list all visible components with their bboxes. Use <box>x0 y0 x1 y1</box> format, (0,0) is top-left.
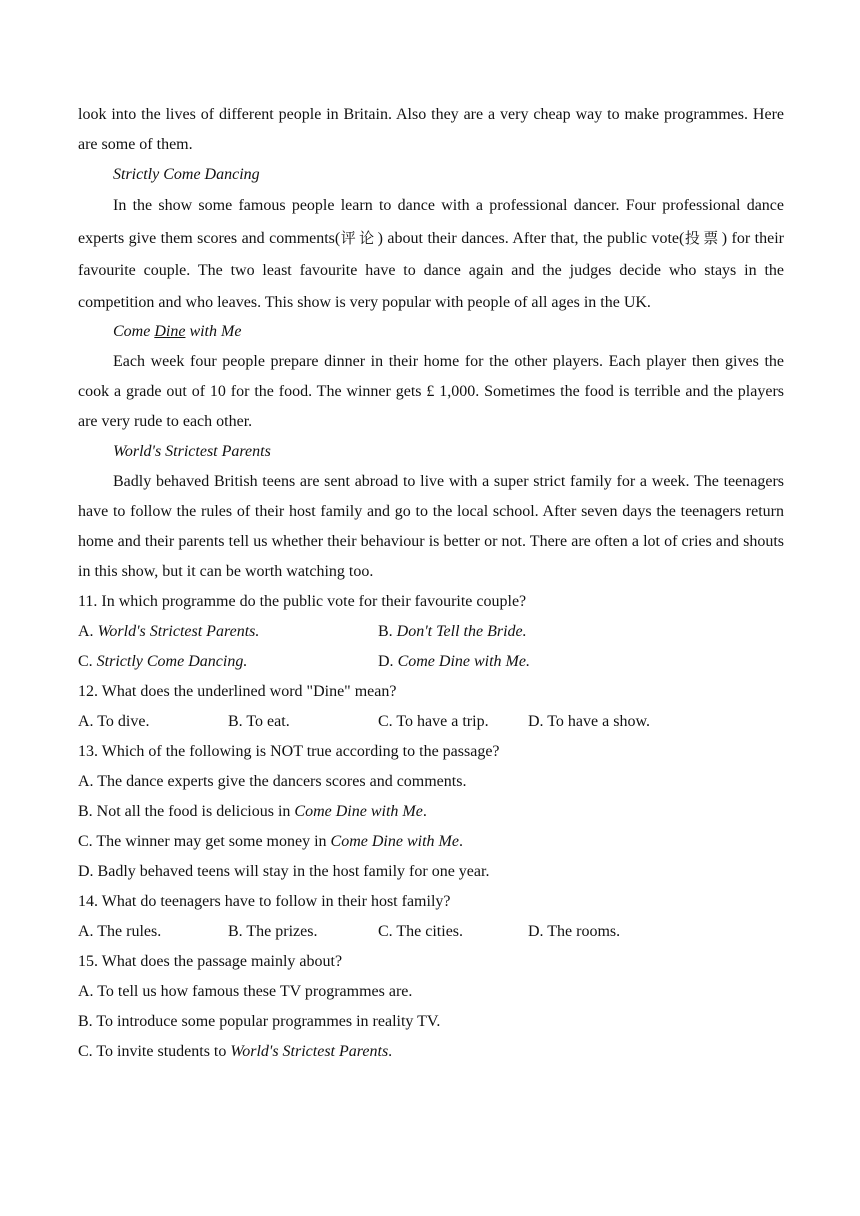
option-13-a: A. The dance experts give the dancers scores and comments. <box>78 773 467 790</box>
question-14-stem: 14. What do teenagers have to follow in their host family? <box>78 893 451 910</box>
show-title-worlds-strictest-parents <box>78 437 784 467</box>
show1-text-c: ) for their favourite couple. The two least favourite have to dance again and the judges decide who stays in the competition and who leaves. This show is very popular with people of all ages in the UK. <box>78 230 784 311</box>
option-punct: . <box>458 833 463 850</box>
option-text: Don't Tell the Bride. <box>396 623 527 640</box>
show-title-text: Strictly Come Dancing <box>113 166 260 183</box>
option-11-c <box>78 647 378 677</box>
option-text: World's Strictest Parents. <box>97 623 260 640</box>
option-italic-title: Come Dine with Me <box>330 833 459 850</box>
show2-title-pre: Come <box>113 323 155 340</box>
question-15-stem: 15. What does the passage mainly about? <box>78 953 343 970</box>
option-15-c <box>78 1037 784 1067</box>
document-page <box>78 100 784 1067</box>
show2-title-post: with Me <box>185 323 242 340</box>
option-13-b <box>78 797 784 827</box>
option-text: B. Not all the food is delicious in <box>78 803 295 820</box>
option-13-d: D. Badly behaved teens will stay in the host family for one year. <box>78 863 490 880</box>
option-punct: . <box>422 803 427 820</box>
option-letter: C. <box>78 653 97 670</box>
question-11-options-row2 <box>78 647 784 677</box>
option-text: Strictly Come Dancing. <box>96 653 248 670</box>
show-title-strictly-come-dancing <box>78 160 784 190</box>
underlined-word-dine: Dine <box>154 323 186 340</box>
passage-intro: look into the lives of different people in Britain. Also they are a very cheap way to make programmes. Here are some of them. <box>78 106 784 153</box>
option-text: C. The winner may get some money in <box>78 833 331 850</box>
option-14-a: A. The rules. <box>78 923 162 940</box>
option-punct: . <box>388 1043 393 1060</box>
show-title-come-dine-with-me <box>78 317 784 347</box>
option-12-b: B. To eat. <box>228 713 290 730</box>
option-letter: D. <box>378 653 398 670</box>
option-text: C. To invite students to <box>78 1043 231 1060</box>
show2-paragraph: Each week four people prepare dinner in their home for the other players. Each player then gives the cook a grade out of 10 for the food. The winner gets £ 1,000. Sometimes the food is terrible and the players are very rude to each other. <box>78 353 784 430</box>
option-15-b: B. To introduce some popular programmes in reality TV. <box>78 1013 441 1030</box>
question-11-stem: 11. In which programme do the public vote for their favourite couple? <box>78 593 527 610</box>
show3-paragraph: Badly behaved British teens are sent abroad to live with a super strict family for a week. The teenagers have to follow the rules of their host family and go to the local school. After seven days the teenagers return home and their parents tell us whether their behaviour is better or not. There are often a lot of cries and shouts in this show, but it can be worth watching too. <box>78 473 784 580</box>
option-letter: B. <box>378 623 397 640</box>
show3-title-text: World's Strictest Parents <box>113 443 271 460</box>
option-14-d: D. The rooms. <box>528 923 621 940</box>
option-15-a: A. To tell us how famous these TV programmes are. <box>78 983 413 1000</box>
question-14-options <box>78 917 784 947</box>
question-11-options-row1 <box>78 617 784 647</box>
gloss-comments: 评论 <box>340 229 378 247</box>
question-13-stem: 13. Which of the following is NOT true according to the passage? <box>78 743 500 760</box>
option-12-d: D. To have a show. <box>528 713 650 730</box>
question-12-options <box>78 707 784 737</box>
option-12-a: A. To dive. <box>78 713 150 730</box>
option-12-c: C. To have a trip. <box>378 713 489 730</box>
option-14-b: B. The prizes. <box>228 923 318 940</box>
show1-paragraph <box>78 190 784 319</box>
option-13-c <box>78 827 784 857</box>
gloss-vote: 投票 <box>684 229 722 247</box>
option-italic-title: Come Dine with Me <box>294 803 423 820</box>
option-11-d <box>378 647 530 677</box>
show1-text-a: In the show some famous people learn to dance with a professional dancer. Four professional dance experts give them scores and comments( <box>78 197 784 247</box>
option-11-b <box>378 617 527 647</box>
option-italic-title: World's Strictest Parents <box>230 1043 389 1060</box>
show1-text-b: ) about their dances. After that, the public vote( <box>377 230 685 247</box>
option-14-c: C. The cities. <box>378 923 464 940</box>
option-11-a <box>78 617 378 647</box>
question-12-stem: 12. What does the underlined word "Dine" mean? <box>78 683 397 700</box>
option-text: Come Dine with Me. <box>397 653 530 670</box>
option-letter: A. <box>78 623 98 640</box>
